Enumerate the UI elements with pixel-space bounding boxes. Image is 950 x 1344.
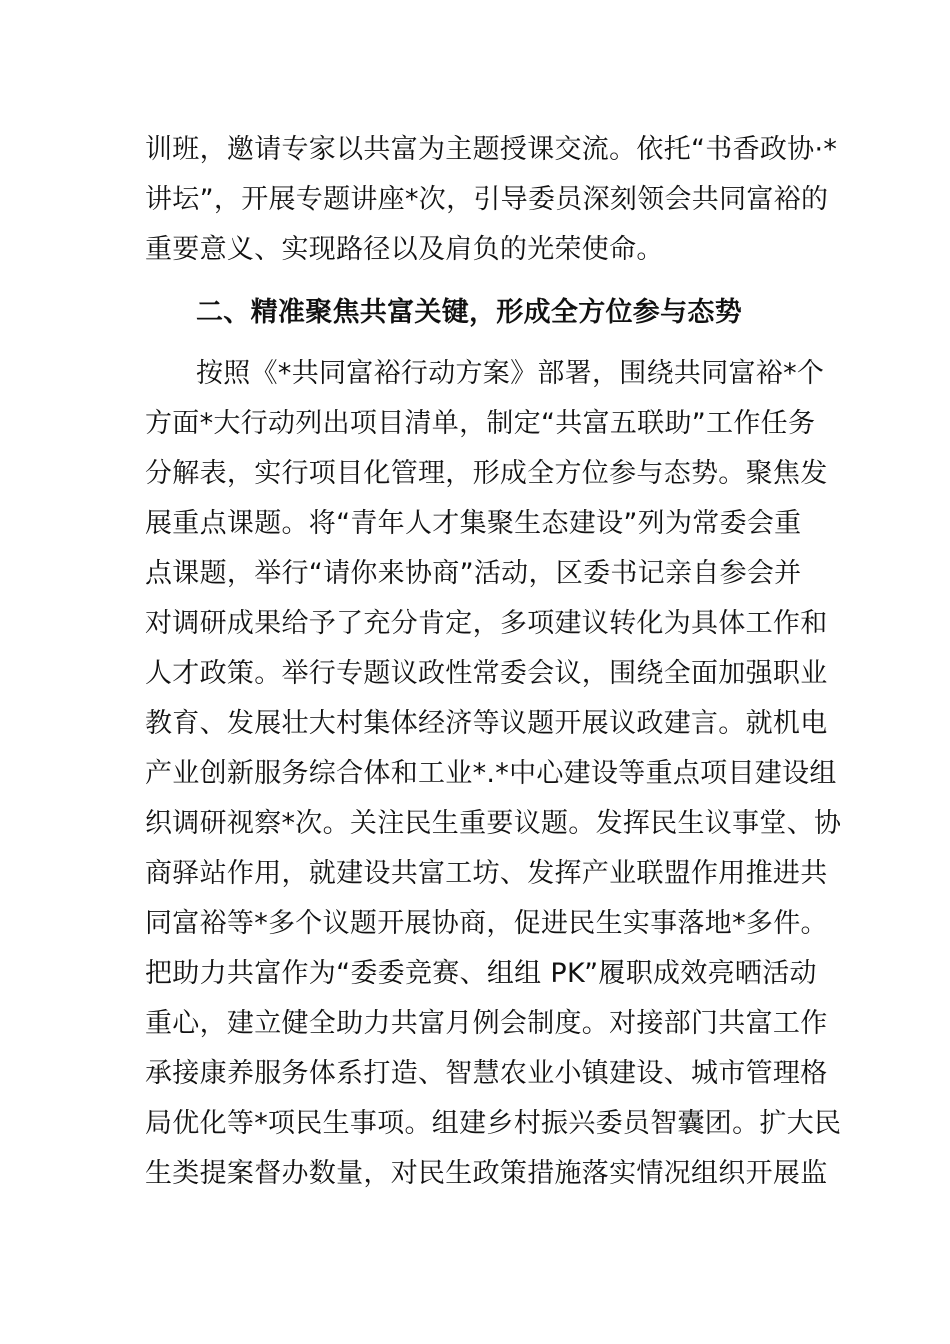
paragraph-line: 训班，邀请专家以共富为主题授课交流。依托“书香政协·* bbox=[145, 134, 838, 165]
paragraph-line: 把助力共富作为“委委竞赛、组组 PK”履职成效亮晒活动 bbox=[145, 958, 817, 989]
paragraph-line: 按照《*共同富裕行动方案》部署，围绕共同富裕*个 bbox=[196, 358, 825, 389]
paragraph-line: 生类提案督办数量，对民生政策措施落实情况组织开展监 bbox=[145, 1158, 828, 1189]
paragraph-line: 人才政策。举行专题议政性常委会议，围绕全面加强职业 bbox=[145, 658, 828, 689]
paragraph-line: 商驿站作用，就建设共富工坊、发挥产业联盟作用推进共 bbox=[145, 858, 828, 889]
paragraph-line: 讲坛”，开展专题讲座*次，引导委员深刻领会共同富裕的 bbox=[145, 184, 829, 215]
paragraph-line: 重要意义、实现路径以及肩负的光荣使命。 bbox=[145, 234, 664, 265]
paragraph-line: 同富裕等*多个议题开展协商，促进民生实事落地*多件。 bbox=[145, 908, 828, 939]
paragraph-line: 教育、发展壮大村集体经济等议题开展议政建言。就机电 bbox=[145, 708, 828, 739]
paragraph-line: 展重点课题。将“青年人才集聚生态建设”列为常委会重 bbox=[145, 508, 802, 539]
paragraph-line: 局优化等*项民生事项。组建乡村振兴委员智囊团。扩大民 bbox=[145, 1108, 842, 1139]
paragraph-line: 织调研视察*次。关注民生重要议题。发挥民生议事堂、协 bbox=[145, 808, 842, 839]
paragraph-line: 方面*大行动列出项目清单，制定“共富五联助”工作任务 bbox=[145, 408, 816, 439]
section-heading: 二、精准聚焦共富关键，形成全方位参与态势 bbox=[196, 297, 742, 328]
paragraph-line: 对调研成果给予了充分肯定，多项建议转化为具体工作和 bbox=[145, 608, 828, 639]
paragraph-line: 承接康养服务体系打造、智慧农业小镇建设、城市管理格 bbox=[145, 1058, 828, 1089]
paragraph-line: 点课题，举行“请你来协商”活动，区委书记亲自参会并 bbox=[145, 558, 802, 589]
paragraph-line: 重心，建立健全助力共富月例会制度。对接部门共富工作 bbox=[145, 1008, 828, 1039]
paragraph-line: 分解表，实行项目化管理，形成全方位参与态势。聚焦发 bbox=[145, 458, 828, 489]
paragraph-line: 产业创新服务综合体和工业*.*中心建设等重点项目建设组 bbox=[145, 758, 837, 789]
